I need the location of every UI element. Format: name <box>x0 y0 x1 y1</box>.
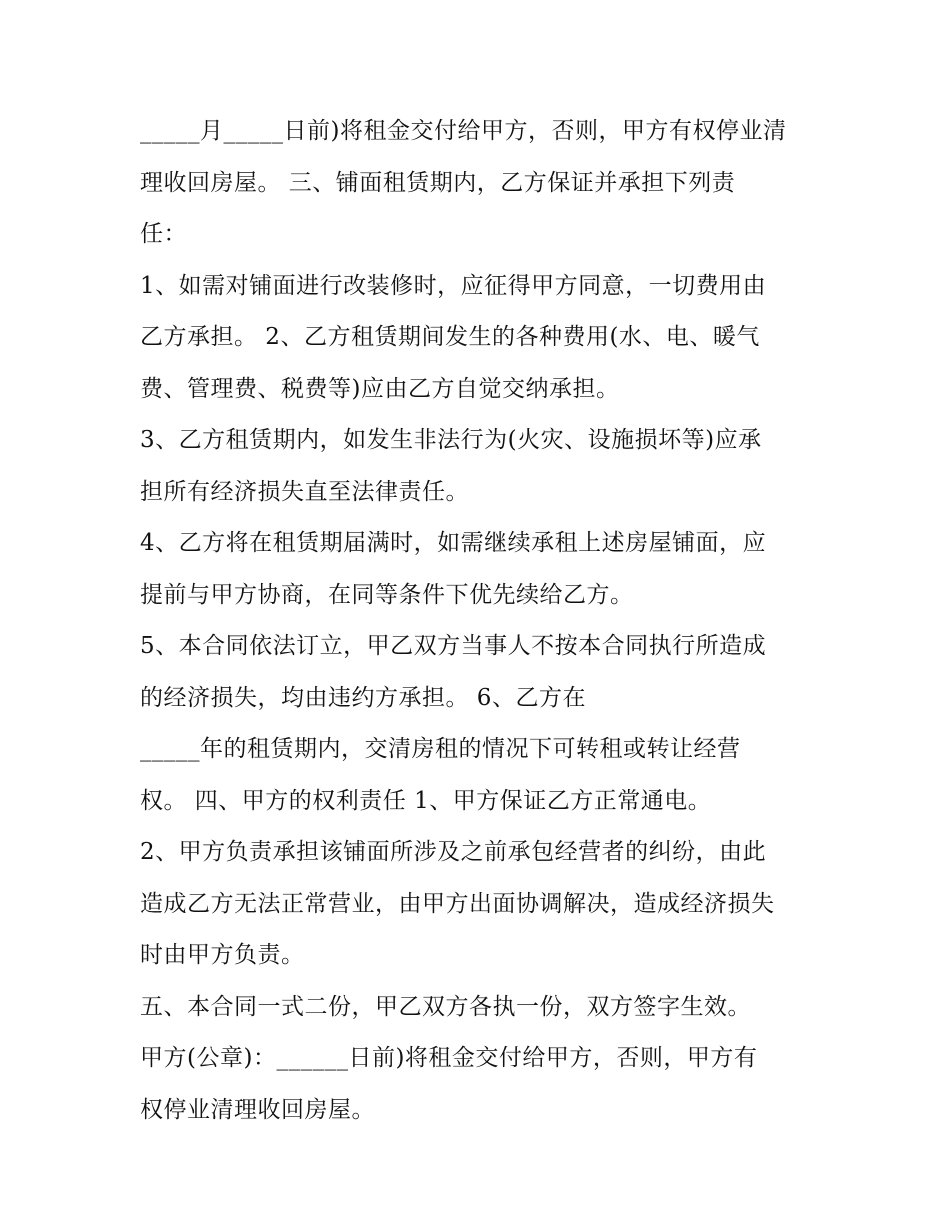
text-line: 时由甲方负责。 <box>140 942 305 968</box>
text-line: 任： <box>140 221 187 247</box>
text-line: 权停业清理收回房屋。 <box>140 1096 375 1123</box>
text-line: 乙方承担。 2、乙方租赁期间发生的各种费用(水、电、暖气 <box>140 324 760 350</box>
text-line: 担所有经济损失直至法律责任。 <box>140 478 469 505</box>
text-line: 提前与甲方协商，在同等条件下优先续给乙方。 <box>140 581 634 608</box>
text-line: 5、本合同依法订立，甲乙双方当事人不按本合同执行所造成 <box>140 633 767 659</box>
text-line: 2、甲方负责承担该铺面所涉及之前承包经营者的纠纷，由此 <box>140 839 767 865</box>
text-line: 权。 四、甲方的权利责任 1、甲方保证乙方正常通电。 <box>140 787 712 814</box>
text-line: 费、管理费、税费等)应由乙方自觉交纳承担。 <box>140 375 620 402</box>
text-line: 造成乙方无法正常营业，由甲方出面协调解决，造成经济损失 <box>140 890 775 917</box>
text-line: 3、乙方租赁期内，如发生非法行为(火灾、设施损坏等)应承 <box>140 427 762 453</box>
text-line: 理收回房屋。 三、铺面租赁期内，乙方保证并承担下列责 <box>140 169 736 196</box>
text-line: 的经济损失，均由违约方承担。 6、乙方在 <box>140 684 586 711</box>
text-line: 4、乙方将在租赁期届满时，如需继续承租上述房屋铺面，应 <box>140 530 767 556</box>
text-line: _____年的租赁期内，交清房租的情况下可转租或转让经营 <box>140 736 741 762</box>
text-line: 甲方(公章)：______日前)将租金交付给甲方，否则，甲方有 <box>140 1045 758 1071</box>
contract-text <box>140 106 820 1136</box>
text-line: 五、本合同一式二份，甲乙双方各执一份，双方签字生效。 <box>140 993 751 1020</box>
text-line: 1、如需对铺面进行改装修时，应征得甲方同意，一切费用由 <box>140 272 767 299</box>
text-line: _____月_____日前)将租金交付给甲方，否则，甲方有权停业清 <box>140 118 787 144</box>
